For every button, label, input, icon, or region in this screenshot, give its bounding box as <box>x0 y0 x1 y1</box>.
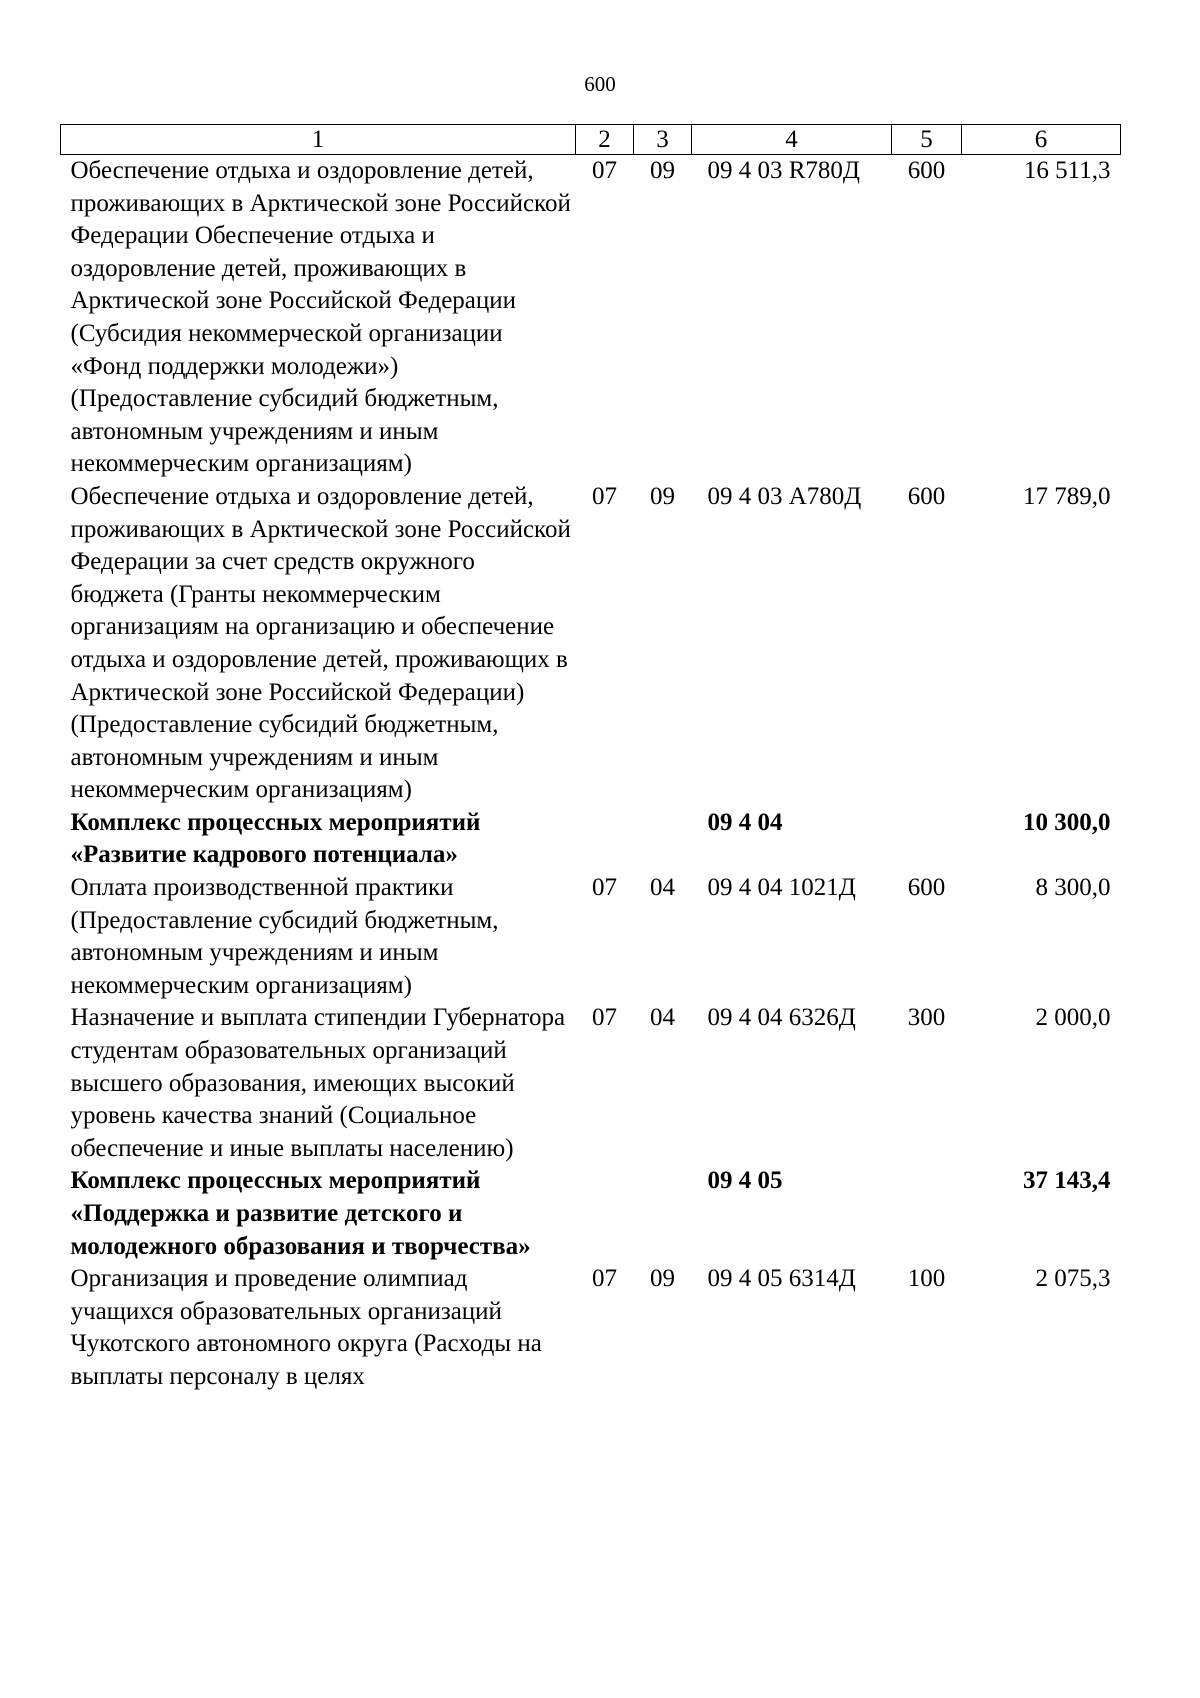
row-expense-type-code <box>892 1165 962 1263</box>
column-header-6: 6 <box>962 125 1121 155</box>
row-item-name: Организация и проведение олимпиад учащихся образовательных организаций Чукотского автономного округа (Расходы на выплаты персоналу в целях <box>70 1265 542 1390</box>
row-expense-type-code: 300 <box>907 1004 946 1032</box>
column-header-3: 3 <box>634 125 692 155</box>
row-item-name: Комплекс процессных мероприятий «Поддержка и развитие детского и молодежного образования и творчества» <box>70 1167 531 1260</box>
row-section-code <box>576 1165 634 1263</box>
row-target-article-code: 09 4 03 R780Д <box>707 157 860 184</box>
row-item-name: Комплекс процессных мероприятий «Развитие кадрового потенциала» <box>70 808 481 869</box>
row-section-code: 07 <box>592 1004 617 1032</box>
row-section-code <box>576 807 634 872</box>
column-header-5: 5 <box>892 125 962 155</box>
row-expense-type-code: 600 <box>907 157 946 184</box>
row-amount: 8 300,0 <box>1035 874 1111 902</box>
row-expense-type-code: 100 <box>907 1265 946 1293</box>
table-row <box>61 1165 1121 1263</box>
row-subsection-code <box>634 807 692 872</box>
table-row <box>61 872 1121 1002</box>
table-row <box>61 1263 1121 1393</box>
row-item-name: Обеспечение отдыха и оздоровление детей, проживающих в Арктической зоне Российской Федерации Обеспечение отдыха и оздоровление детей, проживающих в Арктической зоне Российской Федерации (Субсидия некоммерческой организации «Фонд поддержки молодежи») (Предоставление субсидий бюджетным, автономным учреждениям и иным некоммерческим организациям) <box>70 157 571 478</box>
row-subsection-code: 04 <box>650 1004 675 1032</box>
row-amount: 37 143,4 <box>1023 1167 1111 1195</box>
row-amount: 2 075,3 <box>1035 1265 1111 1293</box>
row-subsection-code: 09 <box>650 157 675 184</box>
table-row <box>61 481 1121 807</box>
row-subsection-code: 09 <box>650 1265 675 1293</box>
row-target-article-code: 09 4 05 6314Д <box>707 1265 856 1293</box>
budget-table <box>60 124 1121 1394</box>
row-item-name: Обеспечение отдыха и оздоровление детей, проживающих в Арктической зоне Российской Федерации за счет средств окружного бюджета (Гранты некоммерческим организациям на организацию и обеспечение отдыха и оздоровление детей, проживающих в Арктической зоне Российской Федерации) (Предоставление субсидий бюджетным, автономным учреждениям и иным некоммерческим организациям) <box>70 482 571 804</box>
row-amount: 17 789,0 <box>1023 482 1111 510</box>
row-section-code: 07 <box>592 874 617 902</box>
column-header-1: 1 <box>61 125 576 155</box>
row-amount: 16 511,3 <box>1023 157 1111 184</box>
row-target-article-code: 09 4 04 1021Д <box>707 874 856 902</box>
row-expense-type-code <box>892 807 962 872</box>
row-target-article-code: 09 4 05 <box>707 1167 783 1195</box>
row-amount: 10 300,0 <box>1023 808 1111 836</box>
row-item-name: Назначение и выплата стипендии Губернатора студентам образовательных организаций высшего образования, имеющих высокий уровень качества знаний (Социальное обеспечение и иные выплаты населению) <box>70 1004 566 1162</box>
row-target-article-code: 09 4 03 А780Д <box>707 482 862 510</box>
row-target-article-code: 09 4 04 <box>707 808 783 836</box>
row-section-code: 07 <box>592 157 617 184</box>
row-item-name: Оплата производственной практики (Предоставление субсидий бюджетным, автономным учреждениям и иным некоммерческим организациям) <box>70 874 499 999</box>
row-subsection-code: 04 <box>650 874 675 902</box>
table-row <box>61 155 1121 481</box>
row-expense-type-code: 600 <box>907 874 946 902</box>
column-header-4: 4 <box>692 125 892 155</box>
row-target-article-code: 09 4 04 6326Д <box>707 1004 856 1032</box>
row-section-code: 07 <box>592 1265 617 1293</box>
table-row <box>61 807 1121 872</box>
row-section-code: 07 <box>592 482 617 510</box>
column-header-2: 2 <box>576 125 634 155</box>
row-subsection-code: 09 <box>650 482 675 510</box>
row-expense-type-code: 600 <box>907 482 946 510</box>
row-subsection-code <box>634 1165 692 1263</box>
table-row <box>61 1002 1121 1165</box>
row-amount: 2 000,0 <box>1035 1004 1111 1032</box>
column-number-header-row <box>61 125 1121 155</box>
page-number: 600 <box>584 72 616 96</box>
